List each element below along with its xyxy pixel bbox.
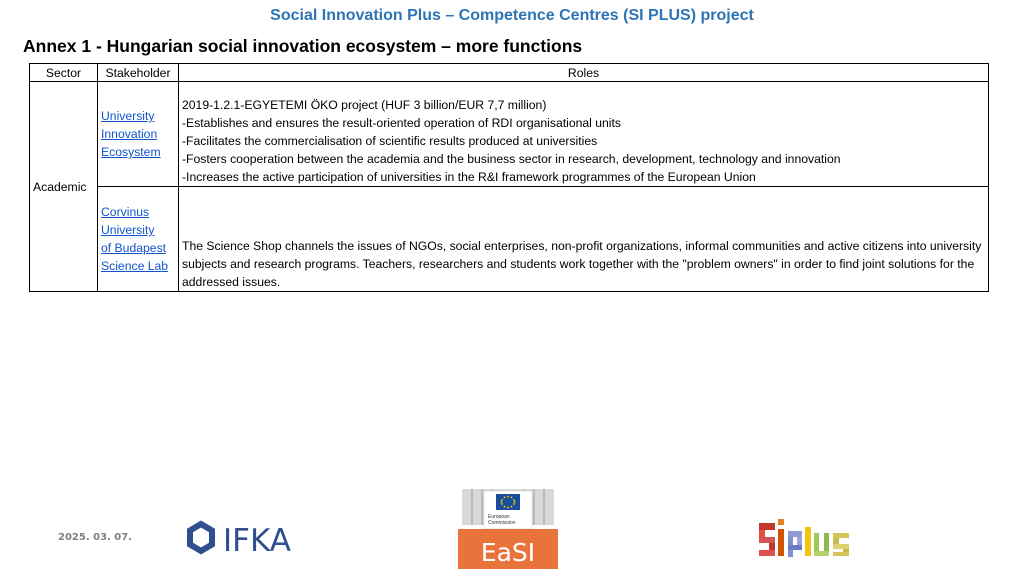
roles-cell xyxy=(179,82,989,187)
project-title: Social Innovation Plus – Competence Centres (SI PLUS) project xyxy=(270,7,754,24)
easi-commission-sub: Commission xyxy=(488,520,516,526)
roles-table xyxy=(29,63,989,292)
stakeholder-line: University xyxy=(101,109,155,123)
stakeholder-cell xyxy=(98,82,179,187)
ifka-hexagon-icon xyxy=(190,524,212,551)
page-title: Annex 1 - Hungarian social innovation ecosystem – more functions xyxy=(23,36,583,56)
ifka-logo-text: IFKA xyxy=(223,523,291,556)
stakeholder-line: Corvinus xyxy=(101,205,150,219)
stakeholder-line: Ecosystem xyxy=(101,145,161,159)
easi-commission-label: European xyxy=(488,514,510,520)
role-description: The Science Shop channels the issues of NGOs, social enterprises, non-profit organizations, informal communities and active citizens into university subjects and research programs. Teachers, researchers and students work together with the "problem owners" in order to find joint solutions for the addressed issues. xyxy=(182,239,982,289)
column-header-sector: Sector xyxy=(30,64,98,82)
role-line: -Fosters cooperation between the academia and the business sector in research, development, technology and innovation xyxy=(182,152,841,166)
easi-logo-text: EaSI xyxy=(480,538,536,567)
role-line: -Establishes and ensures the result-oriented operation of RDI organisational units xyxy=(182,116,621,130)
table-header-row xyxy=(30,64,989,82)
stakeholder-link-corvinus-science-lab[interactable] xyxy=(101,203,175,275)
siplus-logo-mark xyxy=(759,519,849,557)
stakeholder-line: University xyxy=(101,223,155,237)
column-header-roles: Roles xyxy=(179,64,989,82)
table-row xyxy=(30,82,989,187)
date-label: 2025. 03. 07. xyxy=(58,532,133,543)
stakeholder-line: of Budapest xyxy=(101,241,167,255)
stakeholder-cell xyxy=(98,187,179,292)
easi-logo xyxy=(458,487,558,569)
column-header-stakeholder: Stakeholder xyxy=(98,64,179,82)
siplus-logo xyxy=(757,517,853,559)
stakeholder-line: Science Lab xyxy=(101,259,169,273)
roles-cell xyxy=(179,187,989,292)
role-line: -Facilitates the commercialisation of scientific results produced at universities xyxy=(182,134,598,148)
role-line: -Increases the active participation of universities in the R&I framework programmes of the European Union xyxy=(182,170,756,184)
sector-cell: Academic xyxy=(30,82,98,292)
stakeholder-link-university-innovation-ecosystem[interactable] xyxy=(101,107,175,161)
table-row xyxy=(30,187,989,292)
ifka-logo xyxy=(187,520,312,556)
role-line: 2019-1.2.1-EGYETEMI ÖKO project (HUF 3 billion/EUR 7,7 million) xyxy=(182,98,547,112)
stakeholder-line: Innovation xyxy=(101,127,158,141)
